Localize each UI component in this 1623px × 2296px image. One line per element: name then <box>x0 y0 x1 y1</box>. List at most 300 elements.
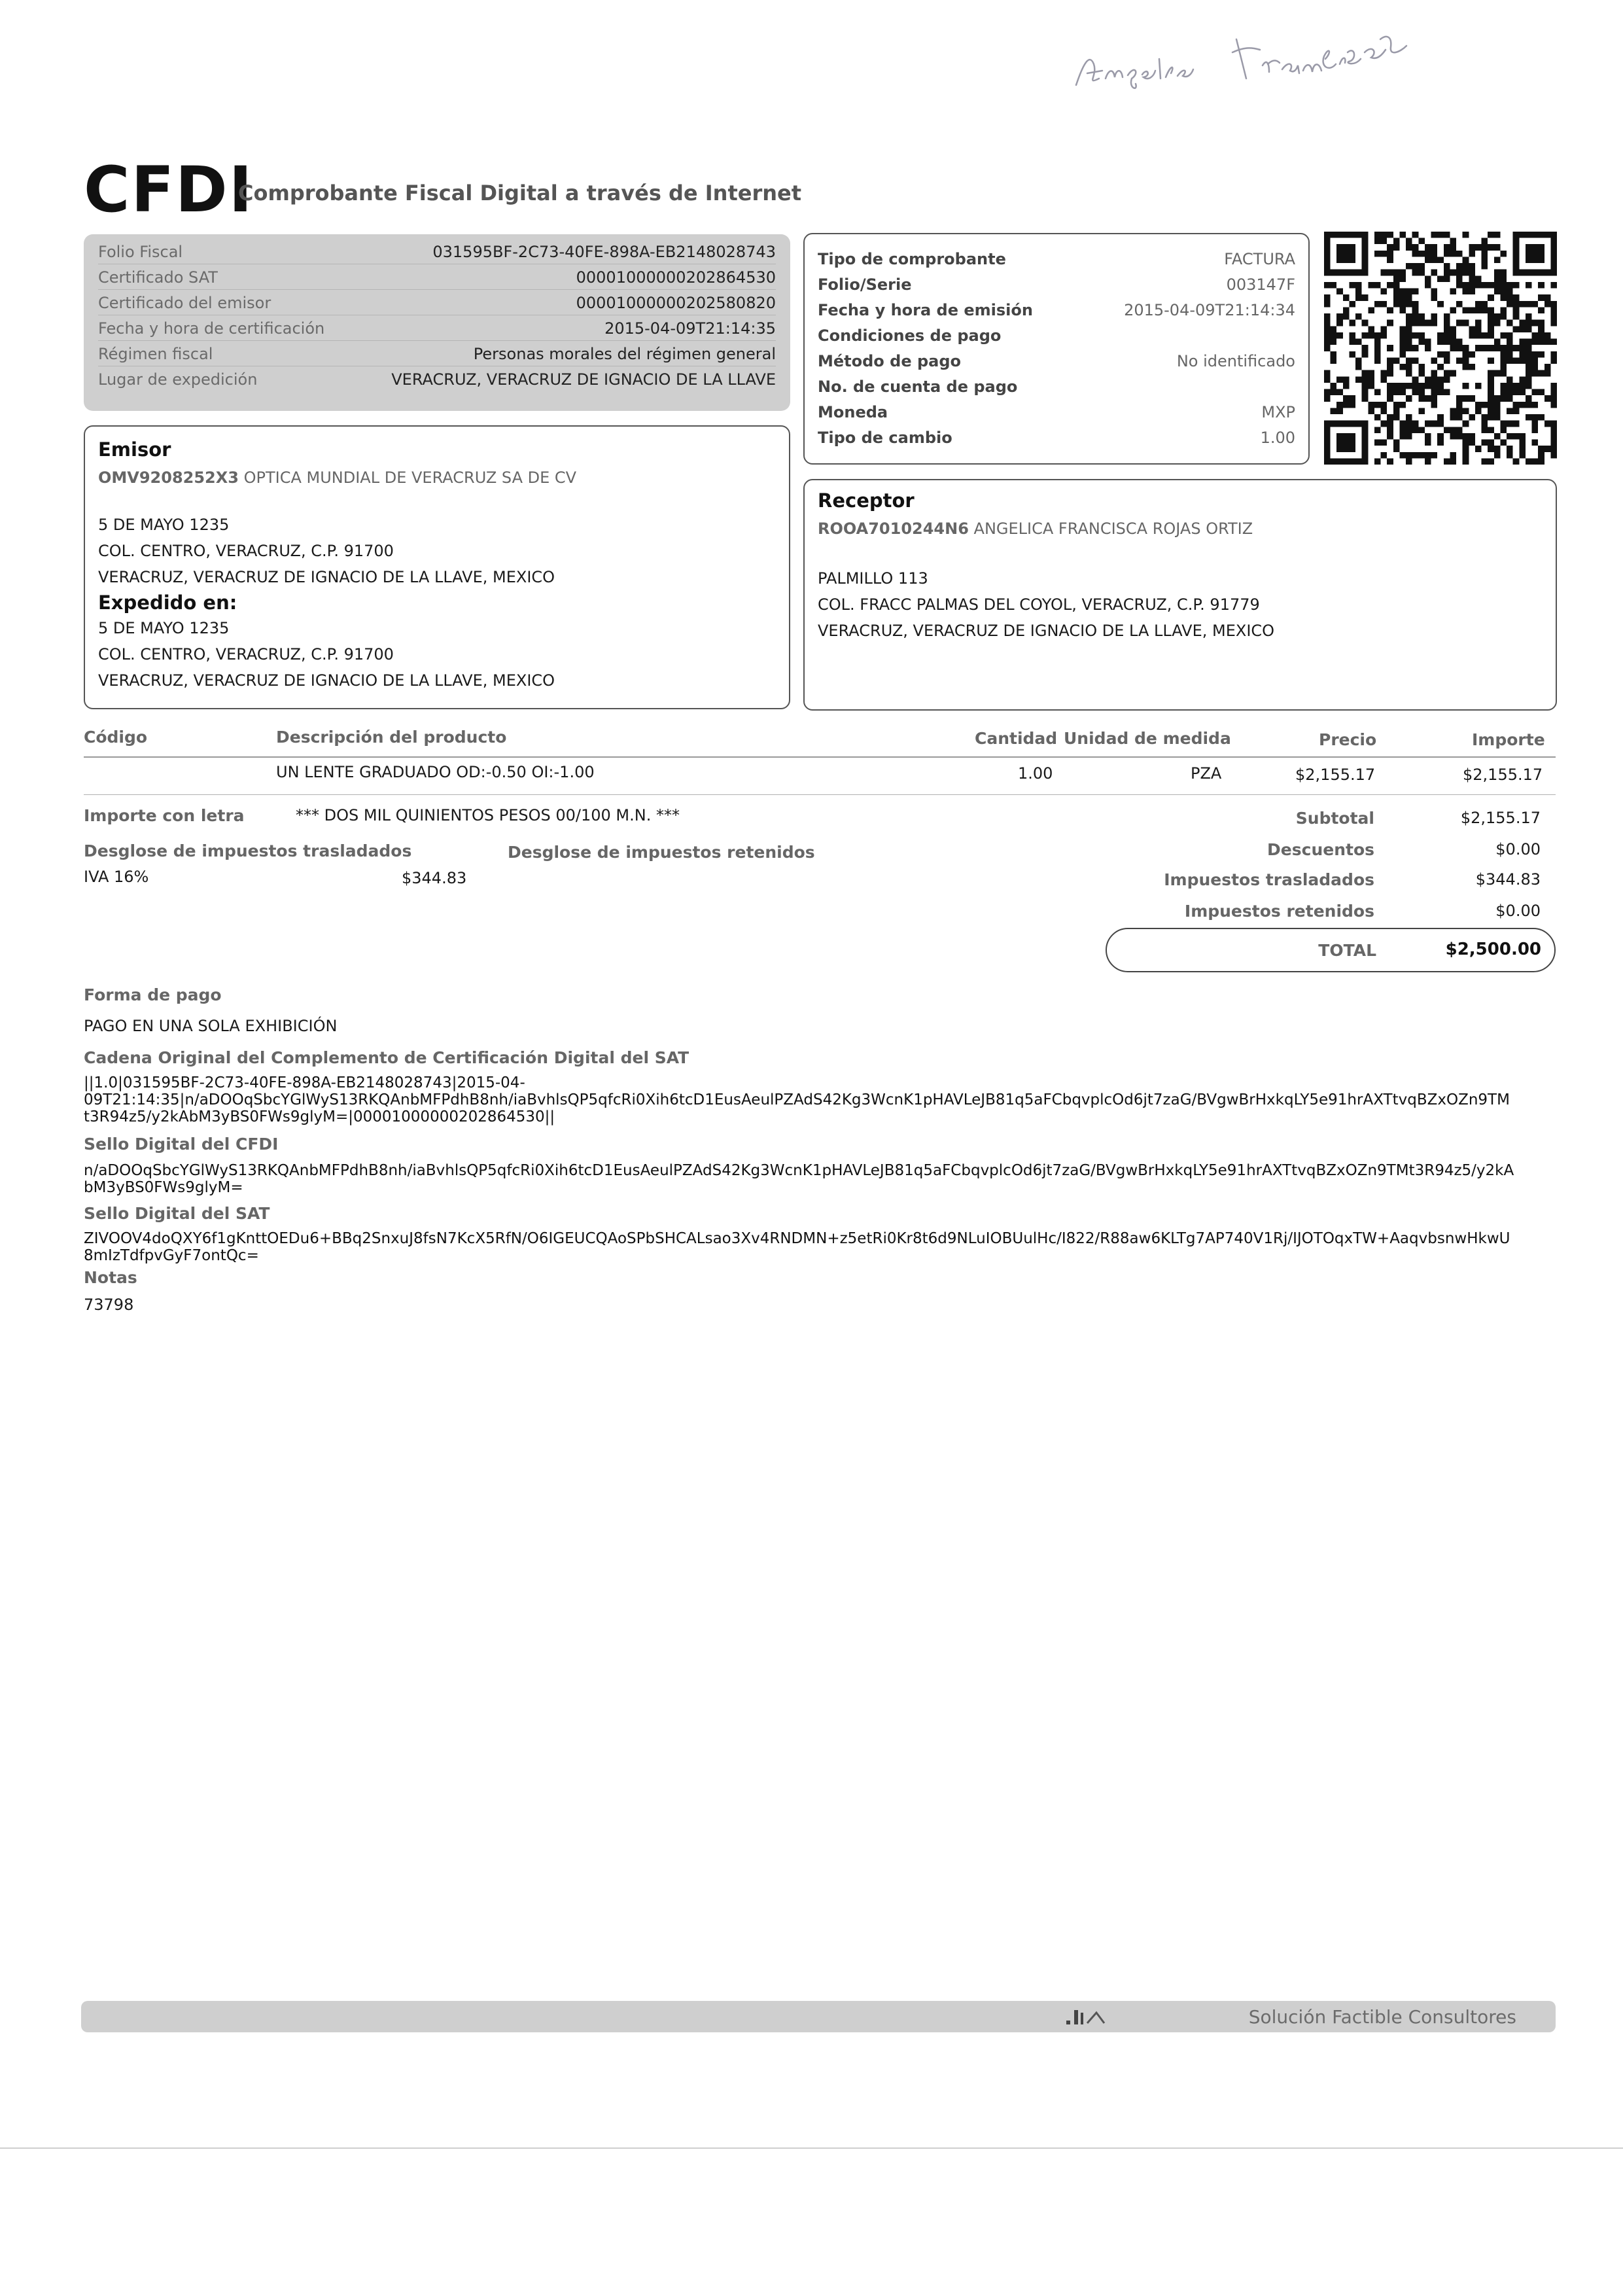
qr-module <box>1444 270 1450 276</box>
qr-module <box>1336 256 1343 263</box>
qr-module <box>1463 307 1469 313</box>
qr-module <box>1431 421 1438 427</box>
trasladados-title: Desglose de impuestos trasladados <box>84 841 412 860</box>
qr-module <box>1343 307 1350 313</box>
qr-module <box>1463 232 1469 238</box>
qr-module <box>1507 389 1513 396</box>
qr-module <box>1532 332 1539 339</box>
qr-module <box>1450 289 1456 295</box>
qr-module <box>1399 383 1406 389</box>
qr-module <box>1526 256 1532 263</box>
qr-module <box>1355 282 1362 289</box>
qr-module <box>1507 289 1513 295</box>
product-price: $2,155.17 <box>1295 766 1376 784</box>
qr-module <box>1343 402 1350 408</box>
qr-module <box>1456 433 1463 440</box>
expedido-title: Expedido en: <box>98 592 237 614</box>
qr-module <box>1507 383 1513 389</box>
qr-module <box>1532 370 1539 377</box>
product-quantity: 1.00 <box>1018 764 1053 783</box>
qr-module <box>1444 370 1450 377</box>
qr-module <box>1463 289 1469 295</box>
product-unit: PZA <box>1191 764 1222 783</box>
qr-module <box>1437 389 1444 396</box>
qr-module <box>1431 376 1438 383</box>
qr-module <box>1513 282 1520 289</box>
qr-module <box>1469 351 1475 358</box>
qr-module <box>1425 383 1431 389</box>
impuestos-retenidos-label: Impuestos retenidos <box>1184 902 1374 921</box>
qr-module <box>1463 433 1469 440</box>
qr-module <box>1538 351 1544 358</box>
qr-module <box>1526 326 1532 332</box>
qr-module <box>1387 320 1393 327</box>
qr-module <box>1463 446 1469 452</box>
qr-module <box>1406 320 1412 327</box>
qr-module <box>1488 408 1494 414</box>
qr-module <box>1412 332 1419 339</box>
qr-module <box>1362 294 1369 301</box>
comprobante-row <box>818 246 1295 272</box>
impuestos-retenidos-value: $0.00 <box>1495 902 1541 920</box>
qr-module <box>1544 364 1551 370</box>
qr-module <box>1431 389 1438 396</box>
qr-module <box>1513 251 1520 257</box>
receptor-box <box>803 479 1557 711</box>
qr-module <box>1488 320 1494 327</box>
qr-module <box>1362 270 1369 276</box>
qr-module <box>1406 421 1412 427</box>
qr-module <box>1362 320 1369 327</box>
comprobante-value: FACTURA <box>1224 250 1295 268</box>
comprobante-row <box>818 323 1295 348</box>
qr-module <box>1418 408 1425 414</box>
qr-module <box>1519 452 1526 459</box>
qr-module <box>1450 244 1456 251</box>
qr-module <box>1324 389 1331 396</box>
qr-module <box>1418 263 1425 270</box>
qr-module <box>1406 433 1412 440</box>
qr-module <box>1494 395 1501 402</box>
qr-module <box>1507 408 1513 414</box>
qr-module <box>1349 301 1355 308</box>
qr-module <box>1450 452 1456 459</box>
qr-module <box>1324 440 1331 446</box>
qr-module <box>1324 427 1331 433</box>
qr-module <box>1488 395 1494 402</box>
qr-module <box>1331 351 1337 358</box>
qr-module <box>1500 313 1507 320</box>
qr-module <box>1482 345 1488 351</box>
qr-module <box>1538 232 1544 238</box>
qr-module <box>1500 351 1507 358</box>
qr-module <box>1431 294 1438 301</box>
qr-module <box>1544 270 1551 276</box>
qr-module <box>1526 313 1532 320</box>
qr-module <box>1336 440 1343 446</box>
qr-module <box>1463 408 1469 414</box>
qr-module <box>1513 263 1520 270</box>
qr-module <box>1463 421 1469 427</box>
qr-module <box>1450 307 1456 313</box>
sello-sat-line: 8mIzTdfpvGyF7ontQc= <box>84 1247 259 1264</box>
total-box <box>1106 928 1556 972</box>
qr-module <box>1482 414 1488 421</box>
qr-module <box>1469 307 1475 313</box>
qr-module <box>1425 282 1431 289</box>
qr-module <box>1393 282 1400 289</box>
footer-brand: Solución Factible Consultores <box>1248 2006 1516 2028</box>
qr-module <box>1550 452 1557 459</box>
qr-module <box>1387 433 1393 440</box>
qr-module <box>1331 339 1337 345</box>
qr-code <box>1324 232 1557 465</box>
qr-module <box>1324 326 1331 332</box>
qr-module <box>1418 313 1425 320</box>
qr-module <box>1488 244 1494 251</box>
qr-module <box>1425 256 1431 263</box>
qr-module <box>1437 339 1444 345</box>
qr-module <box>1349 251 1355 257</box>
qr-module <box>1532 244 1539 251</box>
qr-module <box>1519 326 1526 332</box>
qr-module <box>1519 357 1526 364</box>
qr-module <box>1425 452 1431 459</box>
qr-module <box>1544 446 1551 452</box>
qr-module <box>1324 421 1331 427</box>
fiscal-row <box>98 315 776 341</box>
qr-module <box>1362 351 1369 358</box>
qr-module <box>1500 332 1507 339</box>
qr-module <box>1362 244 1369 251</box>
emisor-address-line: COL. CENTRO, VERACRUZ, C.P. 91700 <box>98 542 394 560</box>
qr-module <box>1500 289 1507 295</box>
qr-module <box>1550 395 1557 402</box>
qr-module <box>1507 351 1513 358</box>
qr-module <box>1381 289 1387 295</box>
qr-module <box>1362 433 1369 440</box>
qr-module <box>1532 320 1539 327</box>
qr-module <box>1431 289 1438 295</box>
qr-module <box>1482 238 1488 245</box>
qr-module <box>1336 389 1343 396</box>
qr-module <box>1450 458 1456 465</box>
qr-module <box>1500 395 1507 402</box>
qr-module <box>1532 402 1539 408</box>
qr-module <box>1425 320 1431 327</box>
qr-module <box>1437 440 1444 446</box>
qr-module <box>1393 294 1400 301</box>
qr-module <box>1526 370 1532 377</box>
qr-module <box>1355 270 1362 276</box>
qr-module <box>1355 376 1362 383</box>
qr-module <box>1513 345 1520 351</box>
qr-module <box>1526 402 1532 408</box>
qr-module <box>1519 270 1526 276</box>
qr-module <box>1387 421 1393 427</box>
qr-module <box>1450 332 1456 339</box>
qr-module <box>1437 414 1444 421</box>
qr-module <box>1355 364 1362 370</box>
qr-module <box>1425 244 1431 251</box>
qr-module <box>1519 433 1526 440</box>
qr-module <box>1324 339 1331 345</box>
qr-module <box>1349 351 1355 358</box>
qr-module <box>1324 433 1331 440</box>
comprobante-label: No. de cuenta de pago <box>818 378 1018 396</box>
qr-module <box>1331 357 1337 364</box>
col-header-precio: Precio <box>1319 730 1377 749</box>
qr-module <box>1450 251 1456 257</box>
qr-module <box>1437 351 1444 358</box>
qr-module <box>1550 440 1557 446</box>
qr-module <box>1450 326 1456 332</box>
qr-module <box>1387 389 1393 396</box>
qr-module <box>1550 357 1557 364</box>
fiscal-value: 031595BF-2C73-40FE-898A-EB2148028743 <box>432 243 776 261</box>
comprobante-row <box>818 374 1295 399</box>
qr-module <box>1336 270 1343 276</box>
qr-module <box>1507 446 1513 452</box>
total-value: $2,500.00 <box>1445 940 1541 959</box>
qr-module <box>1500 345 1507 351</box>
qr-module <box>1374 458 1381 465</box>
qr-module <box>1412 357 1419 364</box>
qr-module <box>1324 313 1331 320</box>
qr-module <box>1456 301 1463 308</box>
qr-module <box>1324 244 1331 251</box>
impuestos-trasladados-label: Impuestos trasladados <box>1164 870 1374 889</box>
qr-module <box>1343 376 1350 383</box>
qr-module <box>1469 270 1475 276</box>
qr-module <box>1469 251 1475 257</box>
qr-module <box>1550 232 1557 238</box>
qr-module <box>1456 402 1463 408</box>
comprobante-label: Fecha y hora de emisión <box>818 301 1033 319</box>
qr-module <box>1362 427 1369 433</box>
subtotal-value: $2,155.17 <box>1460 809 1541 827</box>
qr-module <box>1399 232 1406 238</box>
qr-module <box>1475 383 1482 389</box>
qr-module <box>1513 383 1520 389</box>
qr-module <box>1324 270 1331 276</box>
qr-module <box>1362 376 1369 383</box>
qr-module <box>1519 376 1526 383</box>
qr-module <box>1526 376 1532 383</box>
qr-module <box>1494 289 1501 295</box>
qr-module <box>1431 270 1438 276</box>
qr-module <box>1374 357 1381 364</box>
qr-module <box>1336 332 1343 339</box>
col-header-codigo: Código <box>84 728 148 747</box>
qr-module <box>1456 275 1463 282</box>
comprobante-label: Tipo de cambio <box>818 429 952 447</box>
qr-module <box>1355 339 1362 345</box>
qr-module <box>1412 289 1419 295</box>
qr-module <box>1532 414 1539 421</box>
qr-module <box>1450 339 1456 345</box>
importe-letra-label: Importe con letra <box>84 806 245 825</box>
qr-module <box>1349 320 1355 327</box>
qr-module <box>1425 395 1431 402</box>
qr-module <box>1349 402 1355 408</box>
qr-module <box>1482 251 1488 257</box>
qr-module <box>1494 275 1501 282</box>
qr-module <box>1399 402 1406 408</box>
qr-module <box>1406 244 1412 251</box>
solucion-factible-logo <box>1065 2006 1111 2027</box>
qr-module <box>1381 376 1387 383</box>
qr-module <box>1544 339 1551 345</box>
qr-module <box>1488 376 1494 383</box>
qr-module <box>1550 301 1557 308</box>
qr-module <box>1500 270 1507 276</box>
qr-module <box>1381 421 1387 427</box>
qr-module <box>1532 256 1539 263</box>
qr-module <box>1532 364 1539 370</box>
qr-module <box>1393 301 1400 308</box>
qr-module <box>1513 307 1520 313</box>
qr-module <box>1336 313 1343 320</box>
qr-module <box>1519 320 1526 327</box>
qr-module <box>1374 389 1381 396</box>
qr-module <box>1488 313 1494 320</box>
qr-module <box>1362 232 1369 238</box>
qr-module <box>1362 345 1369 351</box>
qr-module <box>1362 389 1369 396</box>
qr-module <box>1513 433 1520 440</box>
qr-module <box>1469 414 1475 421</box>
qr-module <box>1463 364 1469 370</box>
qr-module <box>1399 301 1406 308</box>
qr-module <box>1500 389 1507 396</box>
qr-module <box>1550 446 1557 452</box>
comprobante-box <box>803 233 1310 465</box>
qr-module <box>1513 270 1520 276</box>
qr-module <box>1349 458 1355 465</box>
fiscal-value: VERACRUZ, VERACRUZ DE IGNACIO DE LA LLAVE <box>391 370 776 389</box>
qr-module <box>1519 339 1526 345</box>
qr-module <box>1374 251 1381 257</box>
qr-module <box>1550 339 1557 345</box>
qr-module <box>1406 332 1412 339</box>
qr-module <box>1544 301 1551 308</box>
qr-module <box>1425 376 1431 383</box>
qr-module <box>1406 339 1412 345</box>
qr-module <box>1374 282 1381 289</box>
qr-module <box>1399 427 1406 433</box>
qr-module <box>1412 427 1419 433</box>
qr-module <box>1475 275 1482 282</box>
qr-module <box>1368 376 1374 383</box>
qr-module <box>1349 232 1355 238</box>
qr-module <box>1324 446 1331 452</box>
qr-module <box>1381 370 1387 377</box>
qr-module <box>1343 244 1350 251</box>
qr-module <box>1482 307 1488 313</box>
qr-module <box>1469 289 1475 295</box>
qr-module <box>1513 421 1520 427</box>
qr-module <box>1343 270 1350 276</box>
qr-module <box>1374 351 1381 358</box>
qr-module <box>1374 414 1381 421</box>
qr-module <box>1343 294 1350 301</box>
qr-module <box>1475 402 1482 408</box>
qr-module <box>1324 263 1331 270</box>
qr-module <box>1324 320 1331 327</box>
qr-module <box>1494 244 1501 251</box>
qr-module <box>1513 357 1520 364</box>
qr-module <box>1538 244 1544 251</box>
qr-module <box>1437 364 1444 370</box>
qr-module <box>1482 332 1488 339</box>
qr-module <box>1406 289 1412 295</box>
qr-module <box>1412 251 1419 257</box>
fiscal-label: Lugar de expedición <box>98 370 258 389</box>
qr-module <box>1488 427 1494 433</box>
qr-module <box>1463 357 1469 364</box>
qr-module <box>1431 244 1438 251</box>
qr-module <box>1331 421 1337 427</box>
qr-module <box>1336 421 1343 427</box>
qr-module <box>1374 339 1381 345</box>
qr-module <box>1550 282 1557 289</box>
qr-module <box>1393 389 1400 396</box>
qr-module <box>1412 307 1419 313</box>
qr-module <box>1456 270 1463 276</box>
qr-module <box>1431 232 1438 238</box>
qr-module <box>1444 263 1450 270</box>
qr-module <box>1331 458 1337 465</box>
qr-module <box>1513 313 1520 320</box>
qr-module <box>1482 402 1488 408</box>
qr-module <box>1399 421 1406 427</box>
qr-module <box>1463 320 1469 327</box>
qr-module <box>1463 270 1469 276</box>
qr-module <box>1488 332 1494 339</box>
qr-module <box>1444 320 1450 327</box>
impuestos-trasladados-value: $344.83 <box>1475 870 1541 889</box>
qr-module <box>1456 414 1463 421</box>
qr-module <box>1418 238 1425 245</box>
qr-module <box>1526 282 1532 289</box>
qr-module <box>1513 301 1520 308</box>
qr-module <box>1544 421 1551 427</box>
qr-module <box>1343 458 1350 465</box>
qr-module <box>1550 383 1557 389</box>
qr-module <box>1513 408 1520 414</box>
total-label: TOTAL <box>1318 941 1376 960</box>
qr-module <box>1406 427 1412 433</box>
qr-module <box>1469 244 1475 251</box>
qr-module <box>1500 282 1507 289</box>
qr-module <box>1538 339 1544 345</box>
qr-module <box>1399 339 1406 345</box>
qr-module <box>1324 251 1331 257</box>
comprobante-label: Tipo de comprobante <box>818 250 1006 268</box>
notas-label: Notas <box>84 1268 137 1287</box>
qr-module <box>1355 294 1362 301</box>
qr-module <box>1343 256 1350 263</box>
qr-module <box>1381 251 1387 257</box>
qr-module <box>1475 301 1482 308</box>
qr-module <box>1513 238 1520 245</box>
qr-module <box>1450 238 1456 245</box>
qr-module <box>1507 301 1513 308</box>
qr-module <box>1331 232 1337 238</box>
qr-module <box>1532 458 1539 465</box>
qr-module <box>1349 433 1355 440</box>
